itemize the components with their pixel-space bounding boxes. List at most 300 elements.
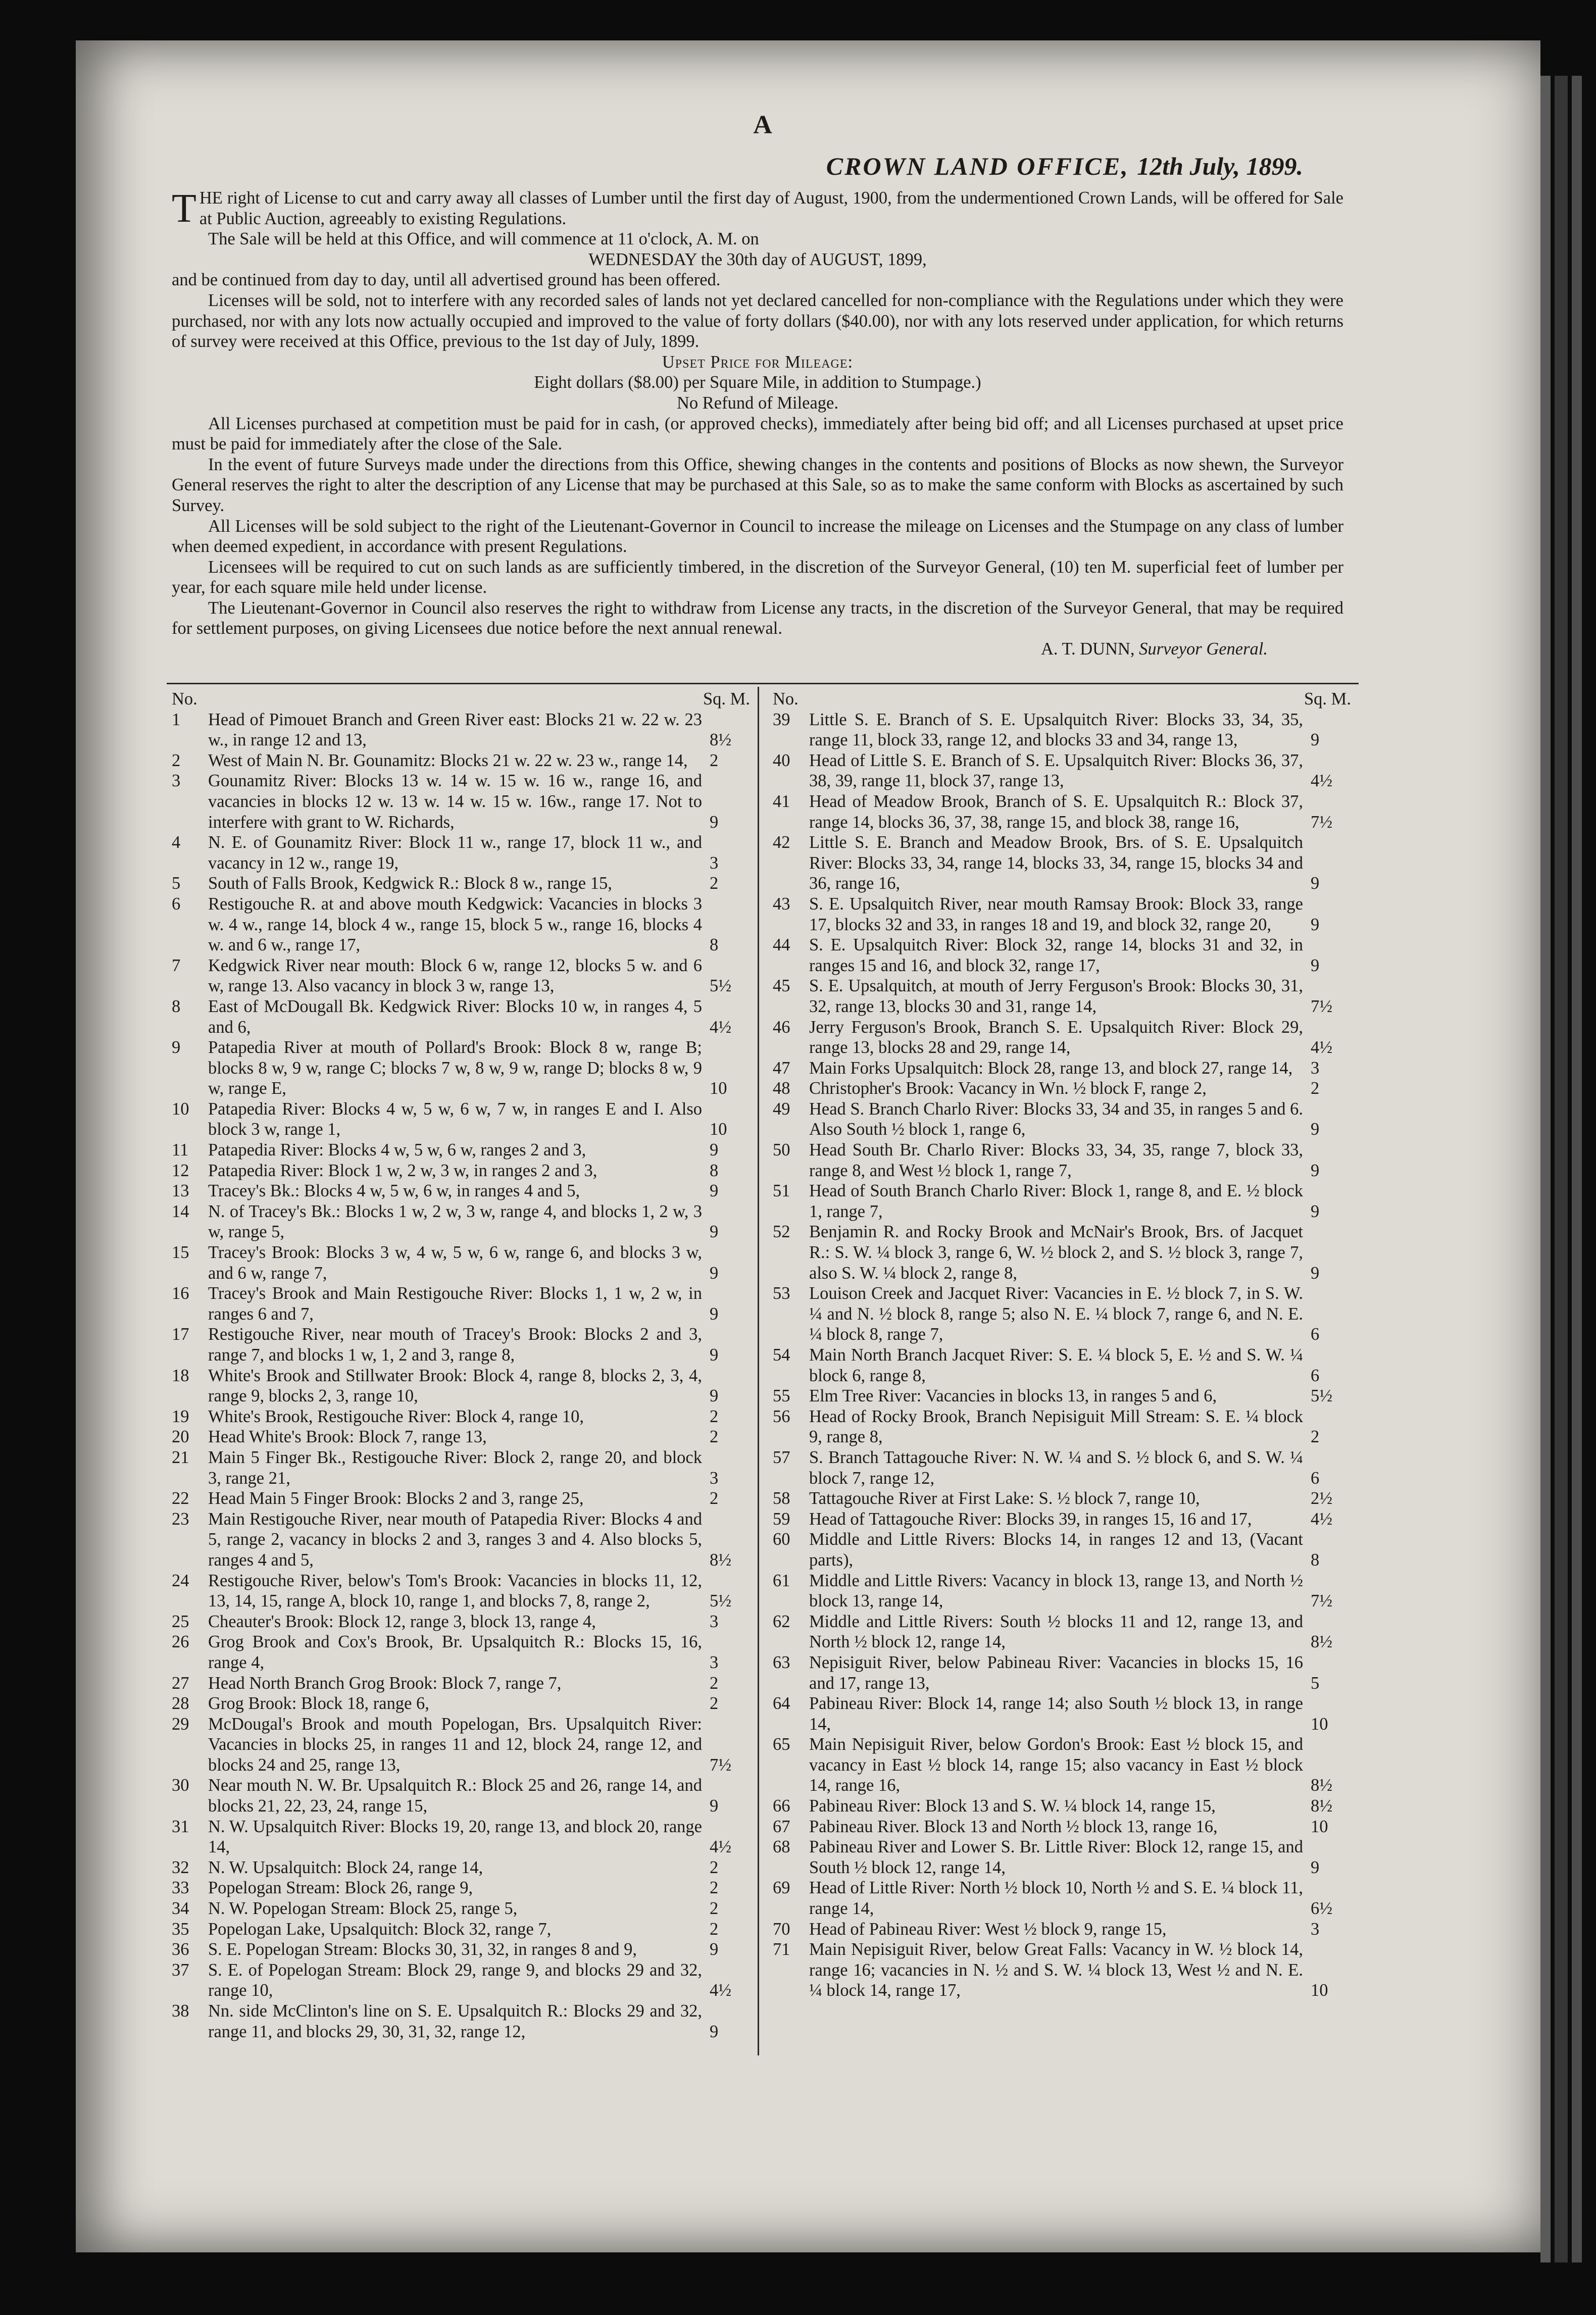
entry-square-miles: 2 [710,1489,719,1508]
entry-description: Head White's Brook: Block 7, range 13, [208,1427,487,1447]
office-name: CROWN LAND OFFICE, [826,152,1129,180]
listing-entry [172,1488,750,1509]
listing-entry [172,1898,750,1919]
entry-number: 35 [172,1919,189,1939]
entry-description: Nn. side McClinton's line on S. E. Upsalquitch R.: Blocks 29 and 32, range 11, and blocks 29, 30, 31, 32, range 12, [208,2001,702,2041]
upset-price-heading: Upset Price for Mileage: [662,352,854,372]
entry-description: Head North Branch Grog Brook: Block 7, range 7, [208,1673,562,1693]
listing-entry [773,710,1351,750]
entry-square-miles: 9 [710,1304,719,1324]
entry-number: 40 [773,750,790,770]
listing-entry [773,791,1351,832]
entry-number: 41 [773,791,790,811]
entry-description: Near mouth N. W. Br. Upsalquitch R.: Block 25 and 26, range 14, and blocks 21, 22, 23, 24, range 15, [208,1776,702,1816]
entry-square-miles: 3 [1311,1058,1320,1078]
listing-entry [172,1817,750,1857]
signature [172,639,1343,660]
entry-number: 12 [172,1161,189,1180]
column-header [172,689,750,710]
entry-square-miles: 3 [710,1468,719,1488]
listing-entry [773,750,1351,791]
entry-description: S. Branch Tattagouche River: N. W. ¼ and S. ½ block 6, and S. W. ¼ block 7, range 12, [809,1447,1303,1488]
entry-description: Head of South Branch Charlo River: Block 1, range 8, and E. ½ block 1, range 7, [809,1181,1303,1221]
listing-entry [773,1386,1351,1406]
entry-number: 36 [172,1940,189,1959]
entry-description: Patapedia River at mouth of Pollard's Brook: Block 8 w, range B; blocks 8 w, 9 w, range C; blocks 7 w, 8 w, 9 w, range D; blocks 8 w, 9 w, range E, [208,1038,702,1098]
entry-square-miles: 7½ [1311,996,1333,1016]
entry-square-miles: 2 [710,1899,719,1919]
entry-number: 58 [773,1489,790,1508]
entry-number: 3 [172,771,181,791]
entry-number: 48 [773,1079,790,1098]
entry-number: 39 [773,710,790,729]
entry-description: Grog Brook: Block 18, range 6, [208,1694,429,1714]
entry-square-miles: 7½ [1311,1591,1333,1611]
listing-entry [172,1427,750,1447]
listing-entry [773,1099,1351,1140]
entry-square-miles: 5½ [1311,1386,1333,1406]
entry-description: Gounamitz River: Blocks 13 w. 14 w. 15 w. 16 w., range 16, and vacancies in blocks 12 w. 13 w. 14 w. 15 w. 16w., range 17. Not to interfere with grant to W. Richards, [208,771,702,832]
listing-entry [773,1734,1351,1796]
entry-number: 25 [172,1612,189,1631]
entry-number: 52 [773,1222,790,1242]
entry-description: Jerry Ferguson's Brook, Branch S. E. Upsalquitch River: Block 29, range 13, blocks 28 and 29, range 14, [809,1017,1303,1058]
page-letter: A [753,111,772,139]
entry-description: Restigouche River, near mouth of Tracey's Brook: Blocks 2 and 3, range 7, and blocks 1 w, 1, 2 and 3, range 8, [208,1325,702,1365]
entry-description: Christopher's Brook: Vacancy in Wn. ½ block F, range 2, [809,1079,1207,1098]
entry-number: 49 [773,1099,790,1119]
entry-square-miles: 9 [710,2022,719,2041]
entry-description: McDougal's Brook and mouth Popelogan, Brs. Upsalquitch River: Vacancies in blocks 25, in ranges 11 and 12, block 24, range 12, and blocks 24 and 25, range 13, [208,1714,702,1775]
entry-square-miles: 3 [710,1652,719,1672]
entry-description: Little S. E. Branch of S. E. Upsalquitch River: Blocks 33, 34, 35, range 11, block 33, range 12, and blocks 33 and 34, range 13, [809,710,1303,750]
listing-entry [172,1283,750,1324]
entry-square-miles: 10 [1311,1817,1328,1836]
entry-number: 64 [773,1694,790,1714]
listing-entry [773,1817,1351,1837]
entry-description: N. of Tracey's Bk.: Blocks 1 w, 2 w, 3 w, range 4, and blocks 1, 2 w, 3 w, range 5, [208,1201,702,1242]
entry-description: Head of Pabineau River: West ½ block 9, range 15, [809,1919,1167,1939]
listing-entry [172,771,750,832]
listing-entry [172,1939,750,1960]
entry-number: 56 [773,1406,790,1426]
entry-number: 38 [172,2001,189,2021]
entry-number: 6 [172,894,181,914]
entry-description: Pabineau River: Block 14, range 14; also South ½ block 13, in range 14, [809,1694,1303,1734]
entry-description: Head of Little River: North ½ block 10, North ½ and S. E. ¼ block 11, range 14, [809,1878,1303,1919]
signature-title: Surveyor General. [1139,639,1268,659]
entry-number: 14 [172,1201,189,1221]
entry-square-miles: 9 [1311,1120,1320,1139]
listing-entry [773,832,1351,894]
entry-number: 31 [172,1817,189,1836]
listing-column-left [172,689,750,2042]
entry-square-miles: 5½ [710,1591,732,1611]
entry-number: 18 [172,1366,189,1385]
notice-paragraph: All Licenses purchased at competition must be paid for in cash, (or approved checks), immediately after being bid off; and all Licenses purchased at upset price must be paid for immediately after the close of the Sale. [172,414,1343,454]
entry-square-miles: 4½ [710,1981,732,2000]
entry-number: 34 [172,1899,189,1919]
no-header: No. [172,689,197,709]
listing-entry [773,1652,1351,1693]
entry-square-miles: 9 [1311,955,1320,975]
entry-square-miles: 9 [1311,730,1320,750]
listing-entry [172,1161,750,1181]
entry-square-miles: 6 [1311,1468,1320,1488]
entry-number: 1 [172,710,181,729]
listing-entry [172,1140,750,1161]
entry-square-miles: 6 [1311,1366,1320,1385]
notice-text [172,188,1343,660]
entry-number: 8 [172,996,181,1016]
listing-entry [773,1283,1351,1345]
listing-entry [773,1529,1351,1570]
entry-number: 11 [172,1140,189,1160]
entry-number: 22 [172,1489,189,1508]
entry-number: 43 [773,894,790,914]
column-divider [758,687,759,2055]
entry-number: 37 [172,1960,189,1980]
entry-description: Head Main 5 Finger Brook: Blocks 2 and 3, range 25, [208,1489,584,1508]
entry-square-miles: 2 [1311,1079,1320,1098]
entry-description: Popelogan Lake, Upsalquitch: Block 32, range 7, [208,1919,552,1939]
listing-entry [773,894,1351,935]
entry-description: White's Brook and Stillwater Brook: Block 4, range 8, blocks 2, 3, 4, range 9, blocks 2, 3, range 10, [208,1366,702,1406]
entry-description: Restigouche R. at and above mouth Kedgwick: Vacancies in blocks 3 w. 4 w., range 14, block 4 w., range 15, block 5 w., range 16, blocks 4 w. and 6 w., range 17, [208,894,702,955]
entry-square-miles: 4½ [710,1837,732,1857]
entry-square-miles: 9 [710,1386,719,1406]
listing-entry [172,1037,750,1099]
entry-number: 17 [172,1325,189,1344]
listing-entry [773,1181,1351,1222]
notice-paragraph: In the event of future Surveys made under the directions from this Office, shewing changes in the contents and positions of Blocks as now shewn, the Surveyor General reserves the right to alter the description of any License that may be purchased at this Sale, so as to make the same conform with Blocks as ascertained by such Survey. [172,455,1343,515]
listing-entry [172,1714,750,1776]
notice-paragraph: All Licenses will be sold subject to the right of the Lieutenant-Governor in Council to increase the mileage on Licenses and the Stumpage on any class of lumber when deemed expedient, in accordance with present Regulations. [172,516,1343,557]
listing-entry [172,1099,750,1140]
entry-square-miles: 9 [710,1181,719,1201]
entry-number: 47 [773,1058,790,1078]
entry-number: 65 [773,1735,790,1754]
entry-square-miles: 2 [710,874,719,893]
listing-entry [172,832,750,873]
entry-number: 69 [773,1878,790,1898]
entry-description: Head of Pimouet Branch and Green River east: Blocks 21 w. 22 w. 23 w., in range 12 and 13, [208,710,702,750]
entry-square-miles: 9 [1311,915,1320,934]
entry-description: S. E. Upsalquitch River: Block 32, range 14, blocks 31 and 32, in ranges 15 and 16, and block 32, range 17, [809,935,1303,975]
entry-number: 50 [773,1140,790,1160]
entry-description: N. W. Upsalquitch: Block 24, range 14, [208,1857,483,1877]
entry-number: 66 [773,1796,790,1816]
listing-entry [172,1447,750,1488]
notice-paragraph: and be continued from day to day, until all advertised ground has been offered. [172,270,721,290]
entry-description: Little S. E. Branch and Meadow Brook, Brs. of S. E. Upsalquitch River: Blocks 33, 34, range 14, blocks 33, 34, range 15, blocks 34 and 36, range 16, [809,833,1303,893]
listing-entry [172,1612,750,1632]
entry-square-miles: 7½ [710,1755,732,1775]
entry-square-miles: 2 [710,750,719,770]
entry-number: 57 [773,1447,790,1467]
entry-number: 46 [773,1017,790,1037]
entry-number: 71 [773,1940,790,1959]
entry-number: 10 [172,1099,189,1119]
listing-entry [172,1632,750,1673]
entry-square-miles: 9 [1311,1857,1320,1877]
entry-square-miles: 2 [710,1694,719,1714]
entry-square-miles: 9 [710,812,719,832]
listing-entry [172,2001,750,2042]
entry-description: Middle and Little Rivers: South ½ blocks 11 and 12, range 13, and North ½ block 12, range 14, [809,1612,1303,1652]
entry-description: White's Brook, Restigouche River: Block 4, range 10, [208,1406,584,1426]
sale-date-line: WEDNESDAY the 30th day of AUGUST, 1899, [588,249,927,269]
entry-square-miles: 2 [710,1406,719,1426]
entry-number: 32 [172,1857,189,1877]
entry-square-miles: 2 [710,1878,719,1898]
listing-entry [773,1796,1351,1817]
entry-square-miles: 2½ [1311,1489,1333,1508]
listing-column-right [773,689,1351,2001]
listing-entry [773,1571,1351,1612]
listing-entry [773,1447,1351,1488]
entry-description: Head S. Branch Charlo River: Blocks 33, 34 and 35, in ranges 5 and 6. Also South ½ block 1, range 6, [809,1099,1303,1139]
entry-number: 68 [773,1837,790,1857]
listing-entry [773,1612,1351,1652]
entry-number: 54 [773,1345,790,1365]
entry-square-miles: 8½ [710,1550,732,1570]
entry-description: Elm Tree River: Vacancies in blocks 13, in ranges 5 and 6, [809,1386,1217,1406]
entry-square-miles: 10 [710,1079,727,1098]
listing-entry [773,976,1351,1017]
entry-square-miles: 7½ [1311,812,1333,832]
entry-square-miles: 8½ [1311,1796,1333,1816]
entry-description: Head of Rocky Brook, Branch Nepisiguit Mill Stream: S. E. ¼ block 9, range 8, [809,1406,1303,1447]
entry-description: Patapedia River: Blocks 4 w, 5 w, 6 w, 7 w, in ranges E and I. Also block 3 w, range 1, [208,1099,702,1139]
no-header: No. [773,689,799,709]
entry-square-miles: 5½ [710,976,732,996]
entry-description: Restigouche River, below's Tom's Brook: Vacancies in blocks 11, 12, 13, 14, 15, range A, block 10, range 1, and blocks 7, 8, range 2, [208,1571,702,1611]
entry-number: 33 [172,1878,189,1898]
sq-miles-header: Sq. M. [703,689,750,709]
entry-number: 23 [172,1509,189,1529]
entry-number: 16 [172,1284,189,1303]
entry-description: Head of Little S. E. Branch of S. E. Upsalquitch River: Blocks 36, 37, 38, 39, range 11, block 37, range 13, [809,750,1303,791]
entry-square-miles: 6 [1311,1325,1320,1344]
entry-number: 30 [172,1776,189,1795]
office-heading [826,152,1303,181]
listing-entry [172,1571,750,1612]
entry-description: Benjamin R. and Rocky Brook and McNair's Brook, Brs. of Jacquet R.: S. W. ¼ block 3, range 6, W. ½ block 2, and S. ½ block 3, range 7, also S. W. ¼ block 2, range 8, [809,1222,1303,1283]
entry-square-miles: 8 [710,1161,719,1180]
entry-number: 21 [172,1447,189,1467]
entry-description: N. W. Popelogan Stream: Block 25, range 5, [208,1899,518,1919]
listing-entry [773,1693,1351,1734]
entry-square-miles: 2 [710,1673,719,1693]
listing-entry [773,1222,1351,1283]
entry-square-miles: 9 [1311,874,1320,893]
entry-square-miles: 8 [1311,1550,1320,1570]
listing-entry [172,750,750,771]
page-edge-stripe [1572,76,1582,2262]
entry-description: Tracey's Bk.: Blocks 4 w, 5 w, 6 w, in ranges 4 and 5, [208,1181,580,1201]
listing-entry [172,1509,750,1571]
entry-square-miles: 10 [710,1120,727,1139]
listing-entry [773,1345,1351,1386]
listing-entry [773,1919,1351,1940]
notice-paragraph: THE right of License to cut and carry away all classes of Lumber until the first day of August, 1900, from the undermentioned Crown Lands, will be offered for Sale at Public Auction, agreeably to existing Regulations. [172,186,1343,231]
listing-entry [773,1058,1351,1079]
entry-description: Middle and Little Rivers: Blocks 14, in ranges 12 and 13, (Vacant parts), [809,1530,1303,1570]
entry-number: 53 [773,1284,790,1303]
entry-square-miles: 2 [710,1427,719,1447]
entry-description: Patapedia River: Block 1 w, 2 w, 3 w, in ranges 2 and 3, [208,1161,597,1180]
notice-paragraph: The Lieutenant-Governor in Council also reserves the right to withdraw from License any tracts, in the discretion of the Surveyor General, that may be required for settlement purposes, on giving Licensees due notice before the next annual renewal. [172,598,1343,638]
entry-description: South of Falls Brook, Kedgwick R.: Block 8 w., range 15, [208,874,612,893]
entry-number: 59 [773,1509,790,1529]
entry-square-miles: 9 [710,1345,719,1365]
entry-square-miles: 9 [1311,1201,1320,1221]
entry-description: Pabineau River. Block 13 and North ½ block 13, range 16, [809,1817,1218,1836]
entry-square-miles: 9 [710,1263,719,1283]
entry-description: Louison Creek and Jacquet River: Vacancies in E. ½ block 7, in S. W. ¼ and N. ½ block 8, range 5; also N. E. ¼ block 7, range 6, and N. E. ¼ block 8, range 7, [809,1284,1303,1344]
entry-square-miles: 3 [710,853,719,873]
signature-name: A. T. DUNN, [1040,639,1135,659]
entry-description: Main 5 Finger Bk., Restigouche River: Block 2, range 20, and block 3, range 21, [208,1447,702,1488]
entry-square-miles: 2 [710,1919,719,1939]
listing-entry [172,873,750,894]
listing-entry [172,955,750,996]
entry-description: S. E. Upsalquitch, at mouth of Jerry Ferguson's Brook: Blocks 30, 31, 32, range 13, blocks 30 and 31, range 14, [809,976,1303,1016]
entry-number: 7 [172,955,181,975]
entry-square-miles: 5 [1311,1673,1320,1693]
entry-number: 70 [773,1919,790,1939]
listing-entry [773,1878,1351,1919]
entry-number: 51 [773,1181,790,1201]
entry-description: West of Main N. Br. Gounamitz: Blocks 21 w. 22 w. 23 w., range 14, [208,750,688,770]
listing-entry [172,1857,750,1878]
entry-description: Tattagouche River at First Lake: S. ½ block 7, range 10, [809,1489,1200,1508]
office-date: 12th July, 1899. [1137,152,1303,180]
listing-entry [172,1693,750,1714]
entry-square-miles: 8½ [710,730,732,750]
entry-square-miles: 6½ [1311,1899,1333,1919]
listing-entry [172,1960,750,2001]
listing-entry [172,1242,750,1283]
entry-description: East of McDougall Bk. Kedgwick River: Blocks 10 w, in ranges 4, 5 and 6, [208,996,702,1037]
entry-square-miles: 9 [710,1796,719,1816]
listing-entry [172,996,750,1037]
entry-description: Tracey's Brook: Blocks 3 w, 4 w, 5 w, 6 w, range 6, and blocks 3 w, and 6 w, range 7, [208,1243,702,1283]
entry-square-miles: 2 [1311,1427,1320,1447]
entry-description: N. E. of Gounamitz River: Block 11 w., range 17, block 11 w., and vacancy in 12 w., range 19, [208,833,702,873]
entry-number: 2 [172,750,181,770]
entry-description: Head of Meadow Brook, Branch of S. E. Upsalquitch R.: Block 37, range 14, blocks 36, 37, 38, range 15, and block 38, range 16, [809,791,1303,832]
entry-number: 55 [773,1386,790,1406]
entry-number: 9 [172,1038,181,1058]
sq-miles-header: Sq. M. [1304,689,1351,709]
listing-entry [172,1181,750,1201]
entry-square-miles: 8½ [1311,1632,1333,1652]
entry-number: 27 [172,1673,189,1693]
listing-entry [773,935,1351,976]
listing-entry [172,1919,750,1940]
entry-description: Middle and Little Rivers: Vacancy in block 13, range 13, and North ½ block 13, range 14, [809,1571,1303,1611]
notice-paragraph: Licensees will be required to cut on such lands as are sufficiently timbered, in the discretion of the Surveyor General, (10) ten M. superficial feet of lumber per year, for each square mile held under license. [172,557,1343,597]
entry-description: Head South Br. Charlo River: Blocks 33, 34, 35, range 7, block 33, range 8, and West ½ block 1, range 7, [809,1140,1303,1180]
table-top-rule [167,683,1359,684]
entry-description: Tracey's Brook and Main Restigouche River: Blocks 1, 1 w, 2 w, in ranges 6 and 7, [208,1284,702,1324]
entry-number: 44 [773,935,790,955]
listing-entry [172,710,750,750]
listing-entry [172,894,750,955]
page-edge-stripe [1555,76,1568,2262]
listing-entry [773,1406,1351,1447]
entry-square-miles: 10 [1311,1981,1328,2000]
entry-number: 28 [172,1694,189,1714]
entry-description: Nepisiguit River, below Pabineau River: Vacancies in blocks 15, 16 and 17, range 13, [809,1652,1303,1693]
entry-description: Main Restigouche River, near mouth of Patapedia River: Blocks 4 and 5, range 2, vacancy in blocks 2 and 3, ranges 3 and 4. Also blocks 5, ranges 4 and 5, [208,1509,702,1570]
notice-paragraph: The Sale will be held at this Office, and will commence at 11 o'clock, A. M. on [208,229,759,249]
entry-description: Pabineau River and Lower S. Br. Little River: Block 12, range 15, and South ½ block 12, range 14, [809,1837,1303,1877]
entry-square-miles: 10 [1311,1714,1328,1734]
listing-entry [172,1324,750,1365]
entry-number: 62 [773,1612,790,1631]
entry-square-miles: 4½ [1311,1038,1333,1058]
listing-entry [773,1837,1351,1878]
entry-number: 26 [172,1632,189,1652]
entry-square-miles: 4½ [1311,1509,1333,1529]
entry-number: 15 [172,1243,189,1263]
entry-description: S. E. Upsalquitch River, near mouth Ramsay Brook: Block 33, range 17, blocks 32 and 33, in ranges 18 and 19, and block 32, range 20, [809,894,1303,934]
entry-description: N. W. Upsalquitch River: Blocks 19, 20, range 13, and block 20, range 14, [208,1817,702,1857]
listing-entry [172,1673,750,1694]
listing-entry [172,1366,750,1406]
entry-square-miles: 9 [710,1140,719,1160]
listing-entry [172,1775,750,1816]
entry-description: Main North Branch Jacquet River: S. E. ¼ block 5, E. ½ and S. W. ¼ block 6, range 8, [809,1345,1303,1385]
entry-number: 20 [172,1427,189,1447]
entry-number: 4 [172,833,181,852]
entry-square-miles: 8½ [1311,1776,1333,1795]
entry-number: 67 [773,1817,790,1836]
listing-entry [773,1939,1351,2001]
listing-entry [773,1078,1351,1099]
entry-square-miles: 9 [1311,1161,1320,1180]
listing-entry [773,1140,1351,1181]
entry-description: Grog Brook and Cox's Brook, Br. Upsalquitch R.: Blocks 15, 16, range 4, [208,1632,702,1672]
entry-square-miles: 9 [1311,1263,1320,1283]
upset-price-line: Eight dollars ($8.00) per Square Mile, in addition to Stumpage.) [534,373,981,392]
entry-description: Main Nepisiguit River, below Gordon's Brook: East ½ block 15, and vacancy in East ½ block 14, range 15; also vacancy in East ½ block 14, range 16, [809,1735,1303,1795]
listing-entry [773,1017,1351,1058]
entry-square-miles: 9 [710,1222,719,1242]
entry-square-miles: 3 [1311,1919,1320,1939]
listing-entry [773,1488,1351,1509]
listing-entry [773,1509,1351,1530]
entry-description: Pabineau River: Block 13 and S. W. ¼ block 14, range 15, [809,1796,1216,1816]
refund-line: No Refund of Mileage. [676,393,838,413]
entry-description: S. E. of Popelogan Stream: Block 29, range 9, and blocks 29 and 32, range 10, [208,1960,702,2000]
entry-description: Patapedia River: Blocks 4 w, 5 w, 6 w, ranges 2 and 3, [208,1140,586,1160]
entry-square-miles: 9 [710,1940,719,1959]
page-edge-stripe [1540,76,1551,2262]
entry-square-miles: 4½ [710,1017,732,1037]
column-header [773,689,1351,710]
notice-paragraph: Licenses will be sold, not to interfere with any recorded sales of lands not yet declared cancelled for non-compliance with the Regulations under which they were purchased, nor with any lots now actually occupied and improved to the value of forty dollars ($40.00), nor with any lots reserved under application, for which returns of survey were received at this Office, previous to the 1st day of July, 1899. [172,290,1343,351]
listing-entry [172,1878,750,1898]
entry-number: 5 [172,874,181,893]
entry-description: Kedgwick River near mouth: Block 6 w, range 12, blocks 5 w. and 6 w, range 13. Also vacancy in block 3 w, range 13, [208,955,702,996]
entry-number: 61 [773,1571,790,1590]
entry-number: 13 [172,1181,189,1201]
entry-square-miles: 4½ [1311,771,1333,791]
